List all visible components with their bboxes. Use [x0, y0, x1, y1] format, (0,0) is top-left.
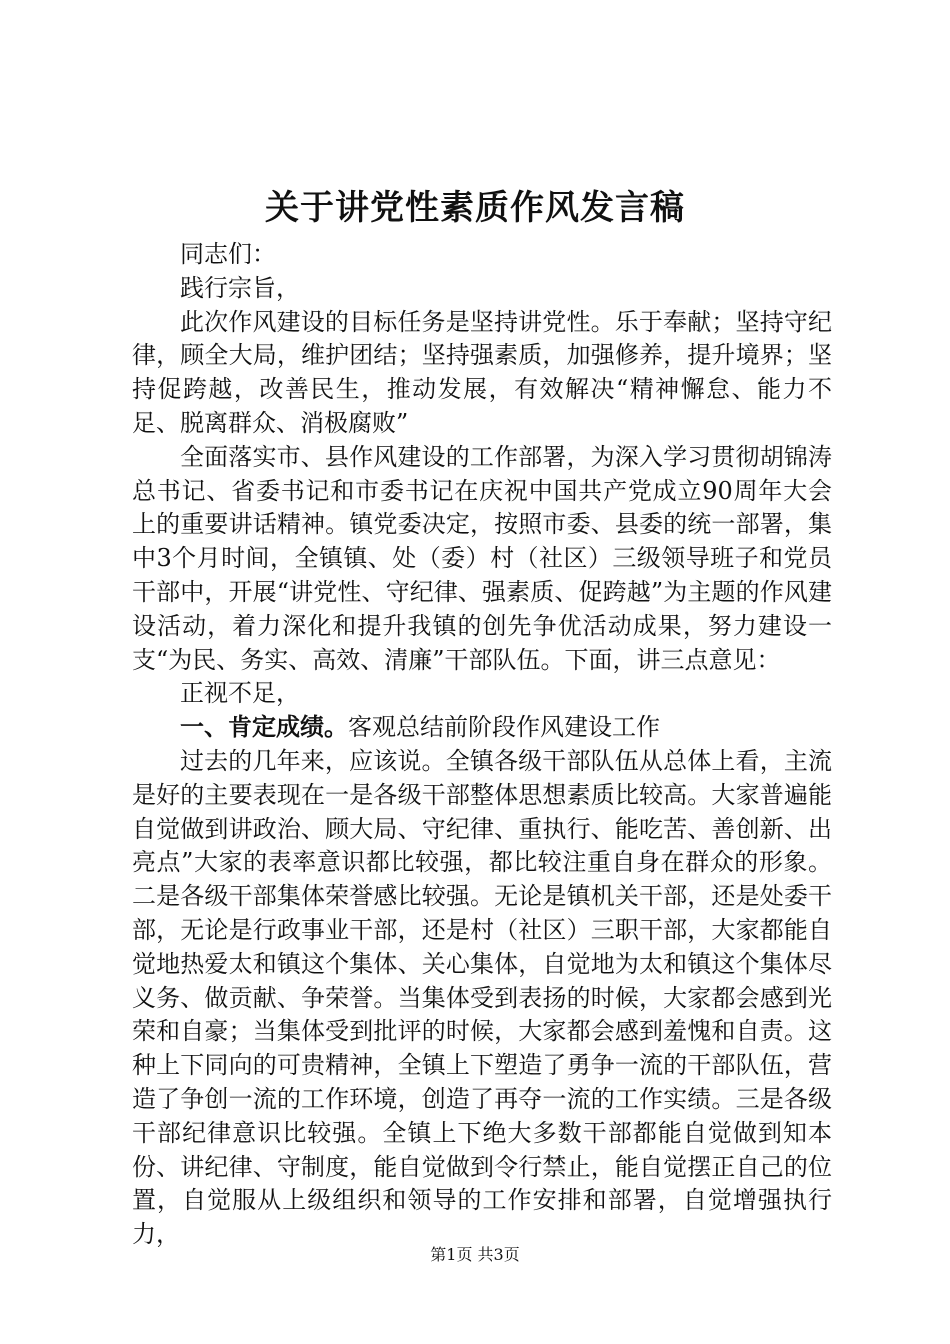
paragraph-2: 践行宗旨， [180, 273, 300, 302]
section-heading [132, 711, 832, 745]
section-heading-rest: 客观总结前阶段作风建设工作 [348, 713, 660, 742]
section-heading-bold: 一、肯定成绩。 [180, 713, 348, 742]
paragraph-salutation: 同志们： [180, 240, 276, 268]
document-title: 关于讲党性素质作风发言稿 [265, 188, 685, 228]
paragraph-3: 此次作风建设的目标任务是坚持讲党性。乐于奉献；坚持守纪律，顾全大局，维护团结；坚持强素质，加强修养，提升境界；坚持促跨越，改善民生，推动发展，有效解决“精神懈怠、能力不足、脱离群众、消极腐败” [132, 307, 832, 437]
paragraph-4: 全面落实市、县作风建设的工作部署，为深入学习贯彻胡锦涛总书记、省委书记和市委书记在庆祝中国共产党成立90周年大会上的重要讲话精神。镇党委决定，按照市委、县委的统一部署，集中3个月时间，全镇镇、处（委）村（社区）三级领导班子和党员干部中，开展“讲党性、守纪律、强素质、促跨越”为主题的作风建设活动，着力深化和提升我镇的创先争优活动成果，努力建设一支“为民、务实、高效、清廉”干部队伍。下面，讲三点意见： [132, 442, 832, 674]
paragraph-7: 过去的几年来，应该说。全镇各级干部队伍从总体上看，主流是好的主要表现在一是各级干部整体思想素质比较高。大家普遍能自觉做到讲政治、顾大局、守纪律、重执行、能吃苦、善创新、出亮点”大家的表率意识都比较强，都比较注重自身在群众的形象。二是各级干部集体荣誉感比较强。无论是镇机关干部，还是处委干部，无论是行政事业干部，还是村（社区）三职干部，大家都能自觉地热爱太和镇这个集体、关心集体，自觉地为太和镇这个集体尽义务、做贡献、争荣誉。当集体受到表扬的时候，大家都会感到光荣和自豪；当集体受到批评的时候，大家都会感到羞愧和自责。这种上下同向的可贵精神，全镇上下塑造了勇争一流的干部队伍，营造了争创一流的工作环境，创造了再夺一流的工作实绩。三是各级干部纪律意识比较强。全镇上下绝大多数干部都能自觉做到知本份、讲纪律、守制度，能自觉做到令行禁止，能自觉摆正自己的位置，自觉服从上级组织和领导的工作安排和部署，自觉增强执行力， [132, 746, 832, 1249]
document-body [132, 238, 832, 1252]
paragraph-5: 正视不足， [180, 679, 300, 708]
page-footer: 第1页 共3页 [430, 1245, 520, 1264]
